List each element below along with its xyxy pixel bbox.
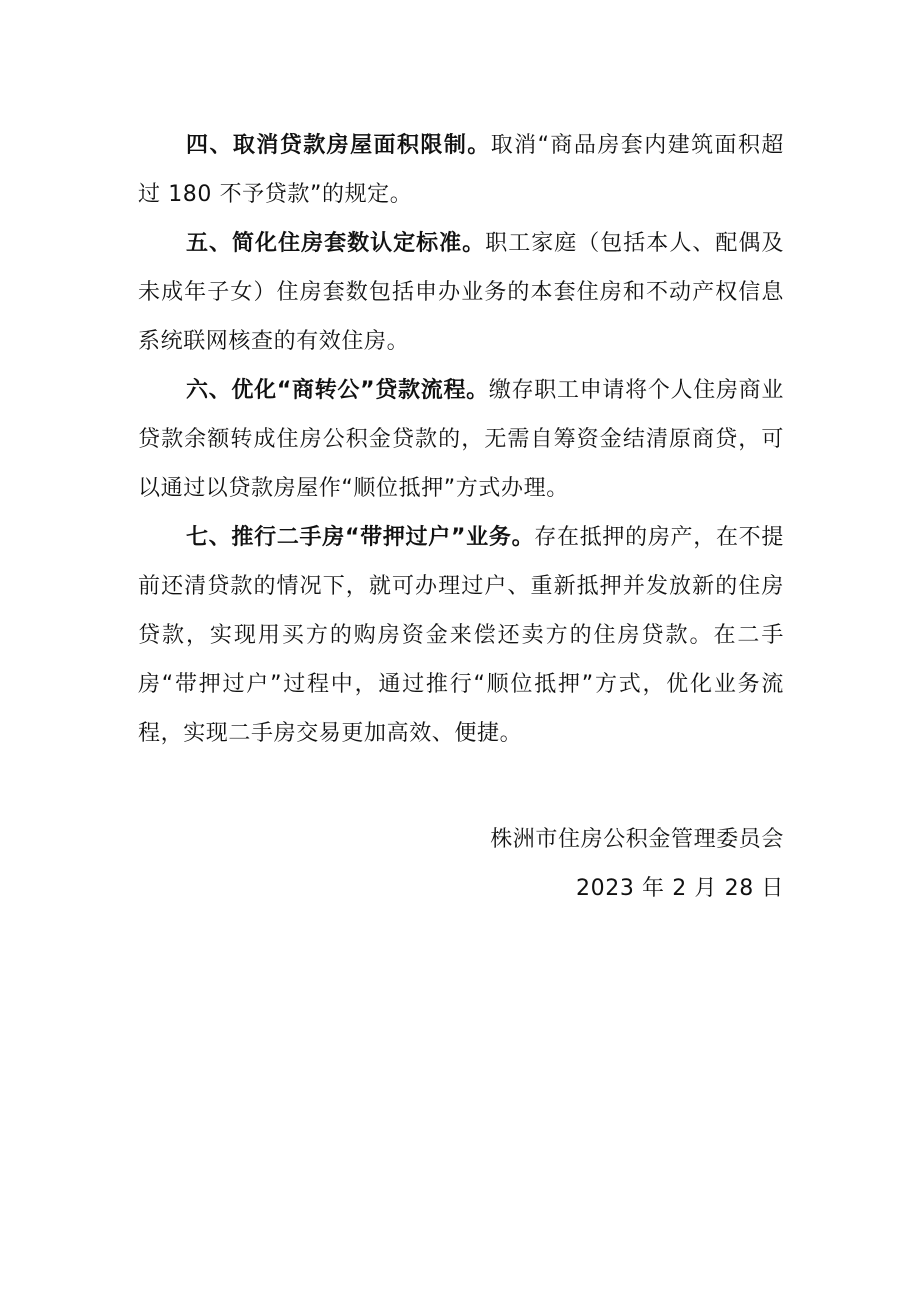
signature-organization: 株洲市住房公积金管理委员会 [490,827,784,852]
paragraph-six [138,366,784,513]
paragraph-five-body: 职工家庭（包括本人、配偶及未成年子女）住房套数包括申办业务的本套住房和不动产权信息系统联网核查的有效住房。 [138,231,784,354]
signature-date: 2023 年 2 月 28 日 [576,876,784,901]
paragraph-four-body: 取消“商品房套内建筑面积超过 180 不予贷款”的规定。 [138,133,784,207]
paragraph-five-heading: 五、简化住房套数认定标准。 [186,231,486,256]
paragraph-four-heading: 四、取消贷款房屋面积限制。 [186,133,491,158]
paragraph-seven-body: 存在抵押的房产，在不提前还清贷款的情况下，就可办理过户、重新抵押并发放新的住房贷款，实现用买方的购房资金来偿还卖方的住房贷款。在二手房“带押过户”过程中，通过推行“顺位抵押”方式，优化业务流程，实现二手房交易更加高效、便捷。 [138,525,784,746]
paragraph-six-heading: 六、优化“商转公”贷款流程。 [186,378,489,403]
paragraph-six-body: 缴存职工申请将个人住房商业贷款余额转成住房公积金贷款的，无需自筹资金结清原商贷，可以通过以贷款房屋作“顺位抵押”方式办理。 [138,378,784,501]
paragraph-seven [138,513,784,758]
paragraph-five [138,219,784,366]
paragraph-four [138,121,784,219]
signature-block [490,815,784,913]
paragraph-seven-heading: 七、推行二手房“带押过户”业务。 [186,525,535,550]
document-body [138,121,784,758]
